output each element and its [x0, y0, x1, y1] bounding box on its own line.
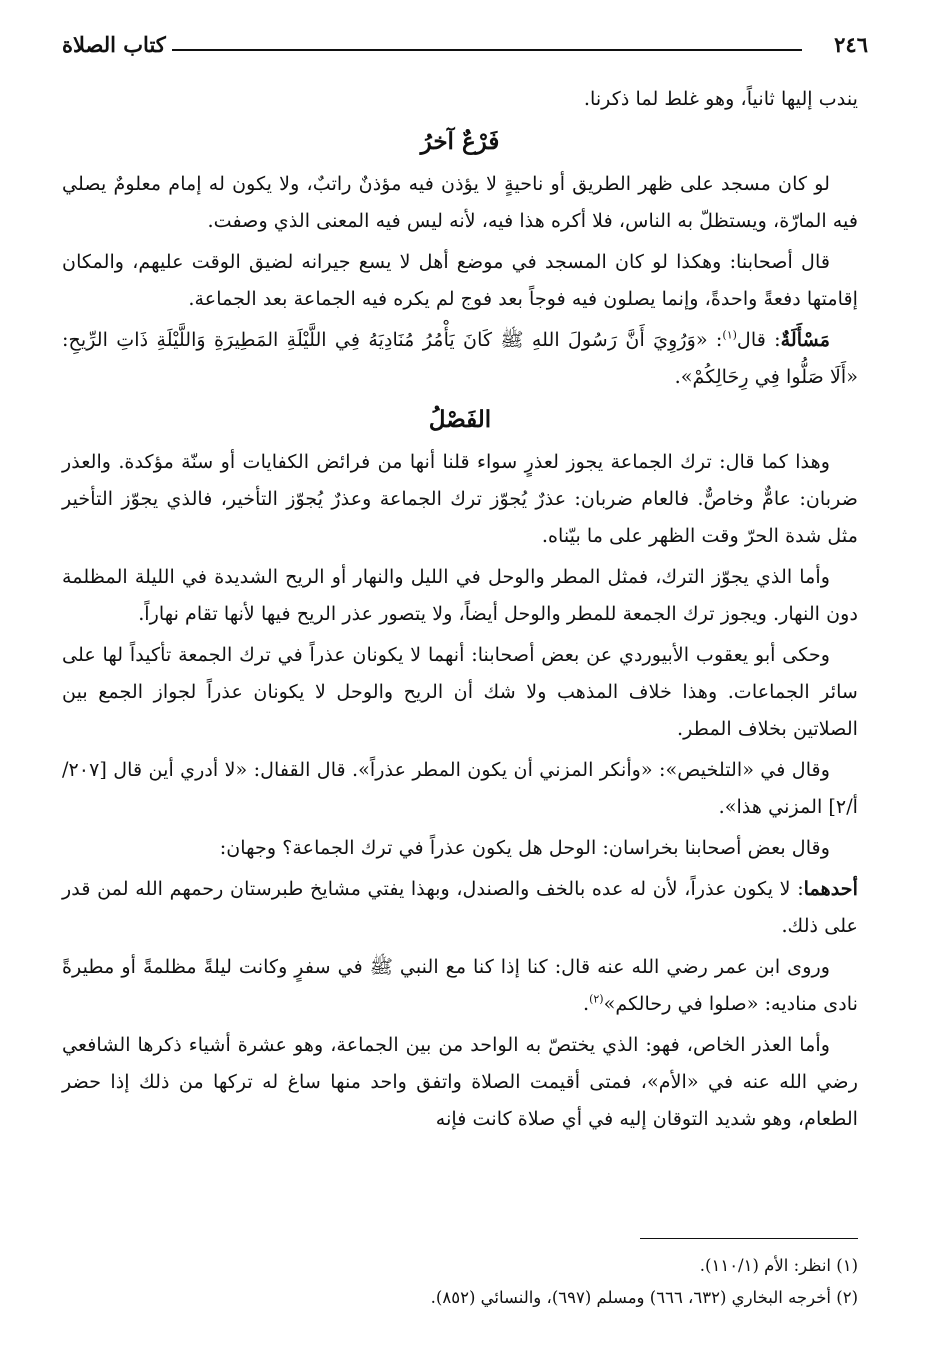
paragraph: وحكى أبو يعقوب الأبيوردي عن بعض أصحابنا: أنهما لا يكونان عذراً في ترك الجمعة تأكيداً لها على سائر الجماعات. وهذا خلاف المذهب ولا شك أن الريح والوحل لا يكونان عذراً لجواز الجمع بين الصلاتين بخلاف المطر. — [62, 643, 858, 740]
page-number: ٢٤٦ — [834, 32, 868, 57]
masala-label: مَسْأَلَةٌ — [780, 328, 830, 351]
footnote-ref[interactable]: (١) — [722, 328, 737, 342]
paragraph-text: وروى ابن عمر رضي الله عنه قال: كنا إذا كنا مع النبي ﷺ في سفرٍ وكانت ليلةً مظلمةً أو مطيرةً نادى مناديه: «صلوا في رحالكم» — [62, 955, 858, 1015]
paragraph: وقال بعض أصحابنا بخراسان: الوحل هل يكون عذراً في ترك الجماعة؟ وجهان: — [219, 836, 830, 859]
section-heading: الفَصْلُ — [428, 406, 492, 433]
body-text — [62, 80, 858, 1141]
section-heading: فَرْعٌ آخرُ — [420, 128, 500, 155]
footnote: (٢) أخرجه البخاري (٦٣٢، ٦٦٦) ومسلم (٦٩٧)، والنسائي (٨٥٢). — [430, 1288, 858, 1307]
footnotes — [62, 1250, 858, 1314]
paragraph — [62, 948, 858, 1022]
first-opinion-label: أحدهما — [803, 877, 858, 900]
paragraph-text: : لا يكون عذراً، لأن له عده بالخف والصندل، وبهذا يفتي مشايخ طبرستان رحمهم الله لمن قدر على ذلك. — [62, 877, 858, 937]
paragraph-masala — [62, 321, 858, 395]
paragraph-text: : قال — [736, 328, 781, 351]
book-title: كتاب الصلاة — [62, 32, 166, 57]
header-rule — [172, 49, 802, 51]
footnote: (١) انظر: الأم (١١٠/١). — [699, 1256, 858, 1275]
paragraph-first-opinion — [62, 870, 858, 944]
paragraph: يندب إليها ثانياً، وهو غلط لما ذكرنا. — [583, 87, 858, 110]
paragraph: وأما الذي يجوّز الترك، فمثل المطر والوحل في الليل والنهار أو الريح الشديدة في الليلة المظلمة دون النهار. ويجوز ترك الجمعة للمطر والوحل أيضاً، ولا يتصور عذر الريح فيها لأنها تقام نهاراً. — [62, 565, 858, 625]
paragraph: لو كان مسجد على ظهر الطريق أو ناحيةٍ لا يؤذن فيه مؤذنٌ راتبٌ، ولا يكون له إمام معلومٌ يصلي فيه المارّة، ويستظلّ به الناس، فلا أكره هذا فيه، لأنه ليس فيه المعنى الذي وصفت. — [62, 172, 858, 232]
page-header — [60, 26, 868, 66]
footnote-rule — [640, 1238, 858, 1239]
footnote-ref[interactable]: (٢) — [589, 992, 604, 1006]
paragraph: وقال في «التلخيص»: «وأنكر المزني أن يكون المطر عذراً». قال القفال: «لا أدري أين قال [٢٠٧/أ/٢] المزني هذا». — [62, 758, 858, 818]
paragraph-text: . — [582, 992, 590, 1015]
paragraph: وأما العذر الخاص، فهو: الذي يختصّ به الواحد من بين الجماعة، وهو عشرة أشياء ذكرها الشافعي رضي الله عنه في «الأم»، فمتى أقيمت الصلاة واتفق واحد منها ساغ له تركها من ذلك إذا حضر الطعام، وهو شديد التوقان إليه في أي صلاة كانت فإنه — [62, 1033, 858, 1130]
paragraph-text: : «وَرُوِيَ أَنَّ رَسُولَ اللهِ ﷺ كَانَ يَأْمُرُ مُنَادِيَهُ فِي اللَّيْلَةِ المَطِيرَةِ وَاللَّيْلَةِ ذَاتِ الرِّيحِ: «أَلَا صَلُّوا فِي رِحَالِكُمْ». — [62, 328, 858, 388]
paragraph: وهذا كما قال: ترك الجماعة يجوز لعذرٍ سواء قلنا أنها من فرائض الكفايات أو سنّة مؤكدة. والعذر ضربان: عامٌّ وخاصٌّ. فالعام ضربان: عذرٌ يُجوّز ترك الجماعة وعذرٌ يُجوّز التأخير، فالذي يجوّز التأخير مثل شدة الحرّ وقت الظهر على ما بيّناه. — [62, 450, 858, 547]
paragraph: قال أصحابنا: وهكذا لو كان المسجد في موضع أهل لا يسع جيرانه لضيق الوقت عليهم، والمكان إقامتها دفعةً واحدةً، وإنما يصلون فيه فوجاً بعد فوج لم يكره فيه الجماعة بعد الجماعة. — [62, 250, 858, 310]
